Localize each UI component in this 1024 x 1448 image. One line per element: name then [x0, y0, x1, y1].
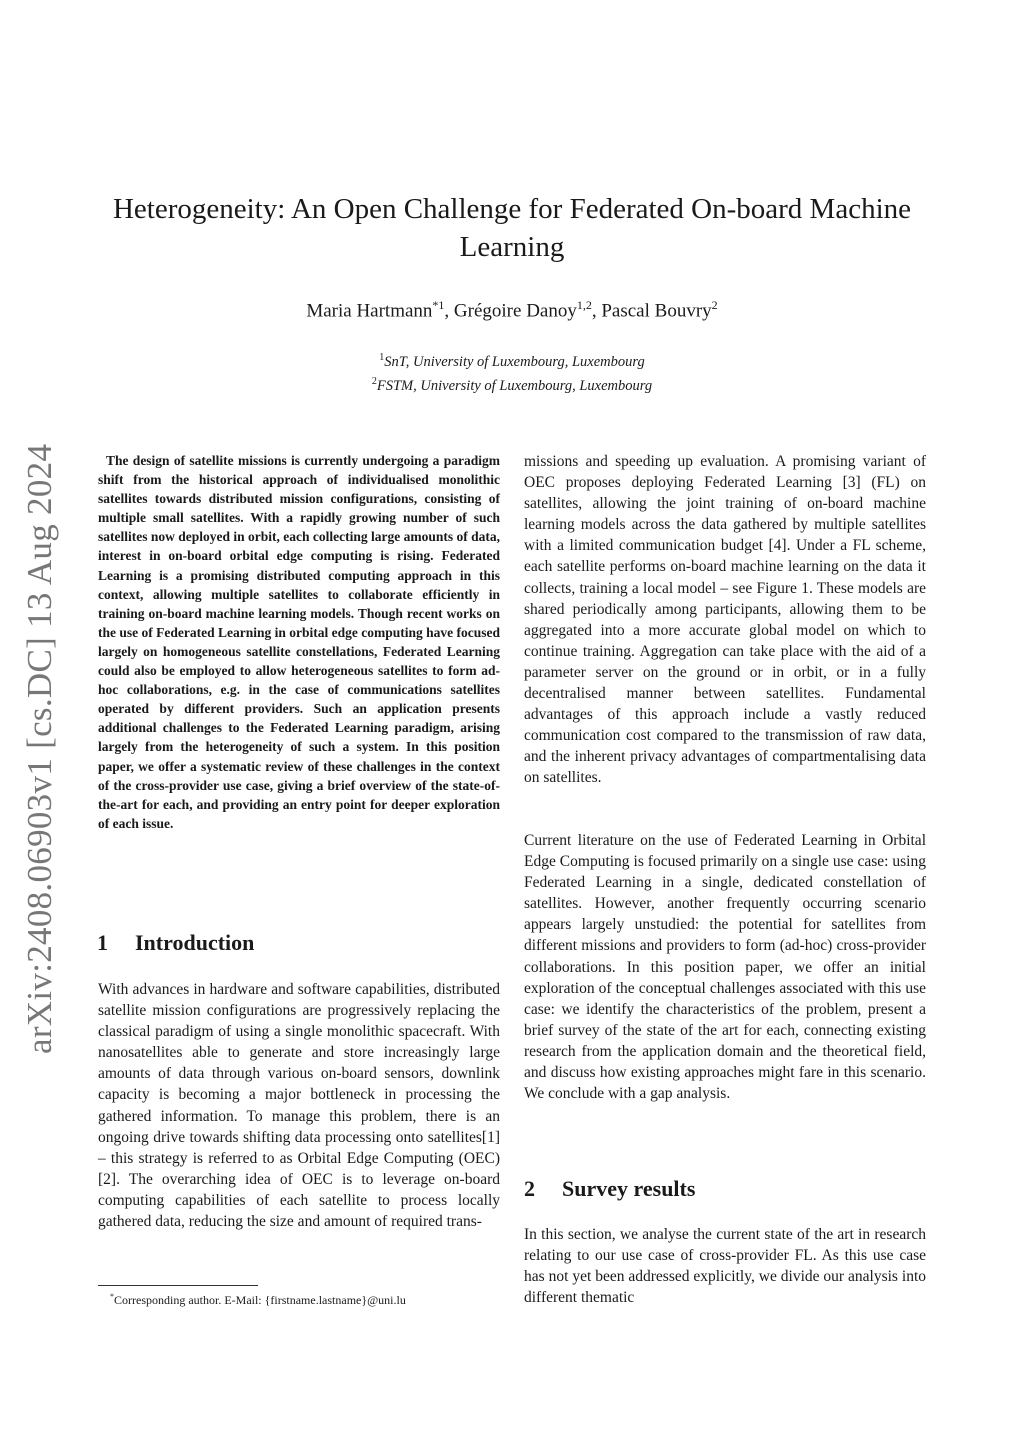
author-separator: , — [444, 300, 454, 322]
author-marks: 1,2 — [576, 298, 592, 312]
section-number: 1 — [97, 930, 108, 955]
author-list — [80, 298, 944, 322]
arxiv-identifier: arXiv:2408.06903v1 [cs.DC] 13 Aug 2024 — [20, 443, 59, 1054]
survey-paragraph: In this section, we analyse the current state of the art in research relating to our use case of cross-provider FL. As this use case has not yet been addressed explicitly, we divide our analysis into different thematic — [524, 1226, 926, 1307]
introduction-paragraph-right-2: Current literature on the use of Federated Learning in Orbital Edge Computing is focused primarily on a single use case: using Federated Learning in a single, dedicated constellation of satellites. However, another frequently occurring scenario appears largely unstudied: the potential for satellites from different missions and providers to form (ad-hoc) cross-provider collaborations. In this position paper, we offer an initial exploration of the conceptual challenges associated with this use case: we identify the characteristics of the problem, present a brief survey of the state of the art for each, connecting existing research from the application domain and the theoretical field, and discuss how existing approaches might fare in this scenario. We conclude with a gap analysis. — [524, 832, 926, 1103]
author-name: Pascal Bouvry — [601, 300, 712, 322]
affiliation-text: FSTM, University of Luxembourg, Luxembourg — [376, 377, 653, 394]
footnote — [110, 1292, 500, 1308]
affiliation-mark: 2 — [371, 375, 377, 387]
author-name: Maria Hartmann — [306, 300, 433, 322]
introduction-paragraph-right-1: missions and speeding up evaluation. A promising variant of OEC proposes deploying Federated Learning [3] (FL) on satellites, allowing the joint training of on-board machine learning models across the data gathered by multiple satellites with a limited communication budget [4]. Under a FL scheme, each satellite performs on-board machine learning on the data it collects, training a local model – see Figure 1. These models are shared periodically among participants, allowing them to be aggregated into a more accurate global model on which to continue training. Aggregation can take place with the aid of a parameter server on the ground or in orbit, or in a fully decentralised manner between satellites. Fundamental advantages of this approach include a vastly reduced communication cost compared to the transmission of raw data, and the inherent privacy advantages of compartmentalising data on satellites. — [524, 453, 926, 787]
footnote-mark: * — [110, 1292, 114, 1301]
section-heading-introduction — [97, 930, 254, 956]
author-name: Grégoire Danoy — [453, 300, 577, 322]
author-separator: , — [591, 300, 602, 322]
affiliation-text: SnT, University of Luxembourg, Luxembourg — [384, 353, 645, 370]
author-marks: *1 — [432, 298, 445, 312]
section-heading-survey-results — [524, 1176, 695, 1202]
paper-title: Heterogeneity: An Open Challenge for Federated On-board Machine Learning — [112, 193, 912, 263]
author-marks: 2 — [711, 298, 718, 312]
section-number: 2 — [524, 1176, 535, 1201]
affiliation-line — [80, 372, 944, 396]
footnote-divider — [98, 1285, 258, 1286]
affiliation-line — [80, 348, 944, 372]
abstract: The design of satellite missions is currently undergoing a paradigm shift from the historical approach of individualised monolithic satellites towards distributed mission configurations, consisting of multiple small satellites. With a rapidly growing number of such satellites now deployed in orbit, each collecting large amounts of data, interest in on-board orbital edge computing is rising. Federated Learning is a promising distributed computing approach in this context, allowing multiple satellites to collaborate efficiently in training on-board machine learning models. Though recent works on the use of Federated Learning in orbital edge computing have focused largely on homogeneous satellite constellations, Federated Learning could also be employed to allow heterogeneous satellites to form ad-hoc collaborations, e.g. in the case of communications satellites operated by different providers. Such an application presents additional challenges to the Federated Learning paradigm, arising largely from the heterogeneity of such a system. In this position paper, we offer a systematic review of these challenges in the context of the cross-provider use case, giving a brief overview of the state-of-the-art for each, and providing an entry point for deeper exploration of each issue. — [98, 453, 500, 831]
introduction-paragraph-left: With advances in hardware and software capabilities, distributed satellite mission configurations are progressively replacing the classical paradigm of using a single monolithic spacecraft. With nanosatellites able to generate and store increasingly large amounts of data through various on-board sensors, downlink capacity is becoming a major bottleneck in processing the gathered information. To manage this problem, there is an ongoing drive towards shifting data processing onto satellites[1] – this strategy is referred to as Orbital Edge Computing (OEC)[2]. The overarching idea of OEC is to leverage on-board computing capabilities of each satellite to process locally gathered data, reducing the size and amount of required trans- — [98, 981, 500, 1231]
footnote-text: Corresponding author. E-Mail: {firstname.lastname}@uni.lu — [114, 1293, 406, 1307]
section-title: Introduction — [135, 930, 255, 955]
section-title: Survey results — [562, 1176, 696, 1201]
affiliation-mark: 1 — [379, 352, 385, 363]
affiliation-list — [80, 348, 944, 396]
